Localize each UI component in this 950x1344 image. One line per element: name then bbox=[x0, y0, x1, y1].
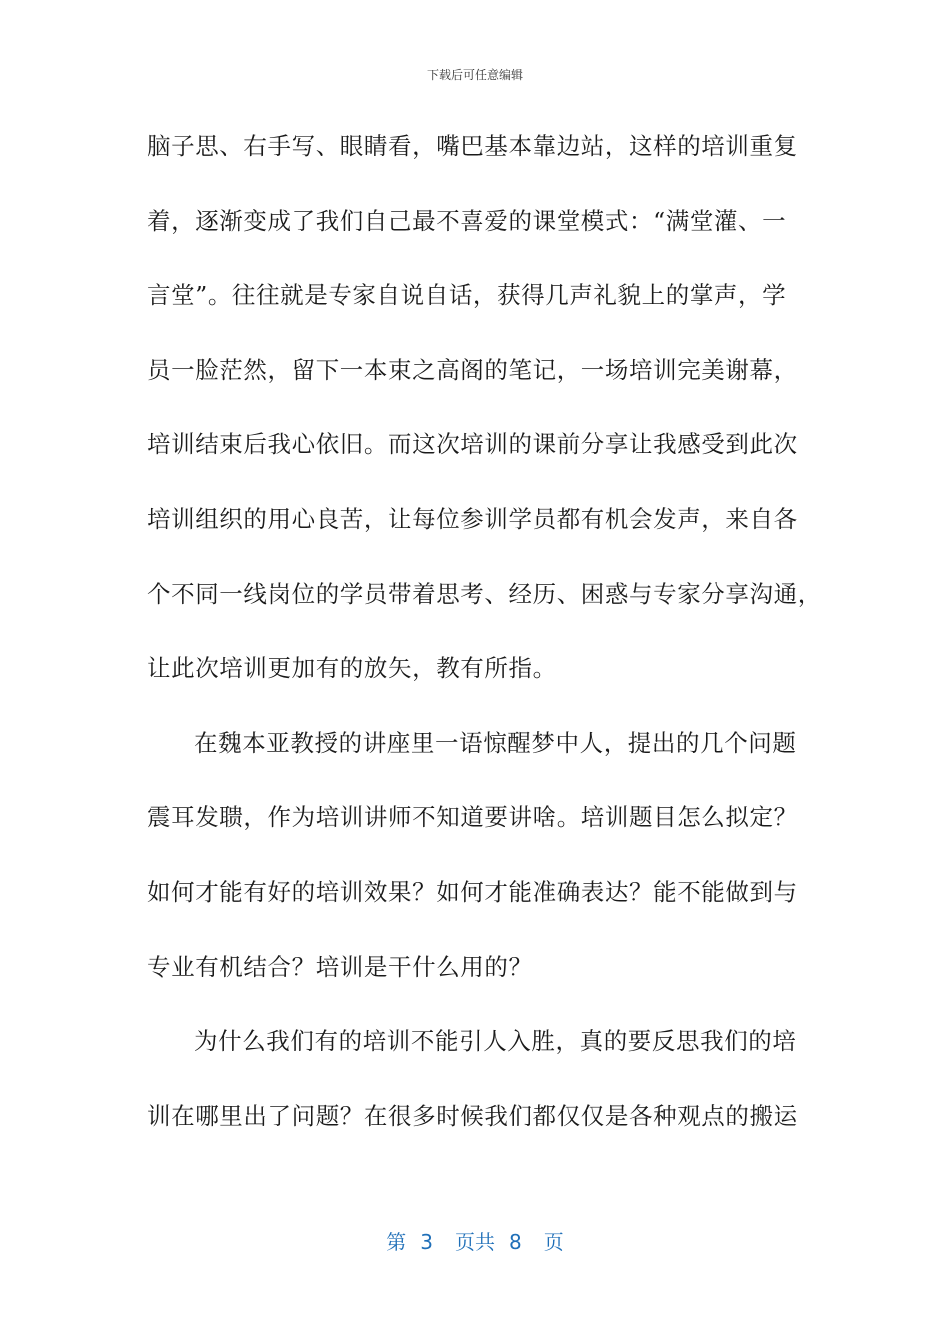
footer-middle: 页共 bbox=[455, 1230, 495, 1254]
paragraph-start-line: 为什么我们有的培训不能引人入胜，真的要反思我们的培 bbox=[194, 1027, 797, 1056]
footer-prefix: 第 bbox=[386, 1230, 407, 1254]
text-line: 培训组织的用心良苦，让每位参训学员都有机会发声，来自各 bbox=[147, 504, 798, 533]
paragraph-start-line: 在魏本亚教授的讲座里一语惊醒梦中人，提出的几个问题 bbox=[194, 728, 797, 757]
text-line: 个不同一线岗位的学员带着思考、经历、困惑与专家分享沟通， bbox=[147, 579, 822, 608]
document-body bbox=[147, 125, 822, 1169]
page-footer bbox=[0, 1226, 950, 1255]
text-line: 震耳发聩，作为培训讲师不知道要讲啥。培训题目怎么拟定？ bbox=[147, 803, 798, 832]
text-line: 如何才能有好的培训效果？如何才能准确表达？能不能做到与 bbox=[147, 877, 798, 906]
current-page-number: 3 bbox=[420, 1230, 433, 1254]
text-line: 培训结束后我心依旧。而这次培训的课前分享让我感受到此次 bbox=[147, 430, 798, 459]
text-line: 员一脸茫然，留下一本束之高阁的笔记，一场培训完美谢幕， bbox=[147, 355, 798, 384]
text-line: 着，逐渐变成了我们自己最不喜爱的课堂模式：“满堂灌、一 bbox=[147, 206, 787, 235]
text-line: 训在哪里出了问题？在很多时候我们都仅仅是各种观点的搬运 bbox=[147, 1101, 798, 1130]
text-line: 言堂”。往往就是专家自说自话，获得几声礼貌上的掌声，学 bbox=[147, 281, 787, 310]
text-line: 专业有机结合？培训是干什么用的？ bbox=[147, 952, 533, 981]
total-pages-number: 8 bbox=[509, 1230, 522, 1254]
footer-suffix: 页 bbox=[543, 1230, 564, 1254]
header-note: 下载后可任意编辑 bbox=[426, 68, 523, 82]
text-line: 让此次培训更加有的放矢，教有所指。 bbox=[147, 654, 557, 683]
text-line: 脑子思、右手写、眼睛看，嘴巴基本靠边站，这样的培训重复 bbox=[147, 132, 798, 160]
